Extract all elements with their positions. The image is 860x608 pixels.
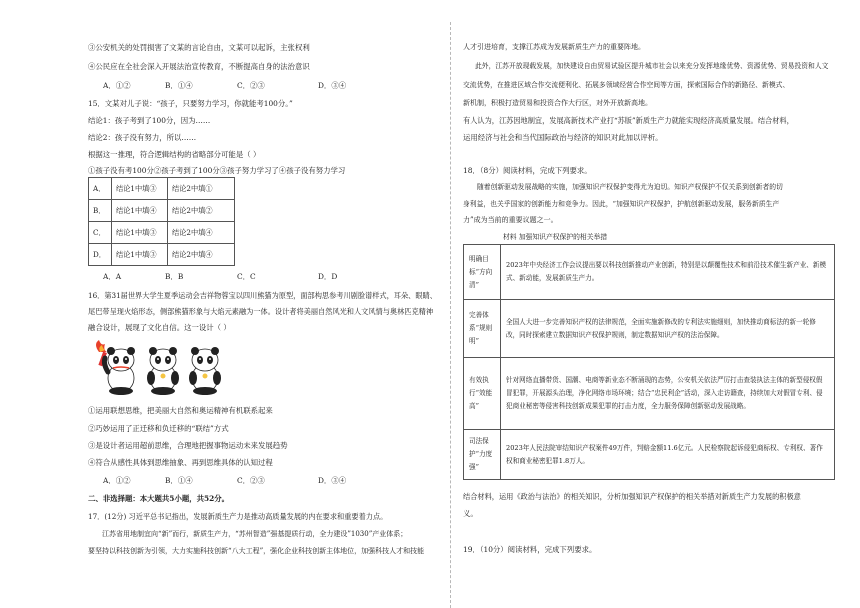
q17-material-line-5: 交流优势，在推进区域合作交流便利化、拓展多领域经营合作空间等方面，探索国际合作的新路径、新模式、 xyxy=(463,81,790,89)
q17-requirement: 运用经济与社会和当代国际政治与经济的知识对此加以评析。 xyxy=(463,133,663,142)
panda-mascot-image xyxy=(91,338,241,398)
q14-option-c: C．②③ xyxy=(237,81,265,90)
table-cell: A． xyxy=(89,178,112,200)
table-row-label: 有效执行“效能高” xyxy=(464,358,501,430)
q16-statement-4: ④符合从感性具体到思维抽象、再到思维具体的认知过程 xyxy=(88,458,273,467)
table-row xyxy=(464,430,835,480)
q16-option-c: C．②③ xyxy=(237,476,265,485)
table-cell: 结论1中填④ xyxy=(112,200,168,222)
table-cell: D． xyxy=(89,244,112,266)
table-row xyxy=(464,300,835,358)
q16-option-b: B．①④ xyxy=(165,476,193,485)
table-row xyxy=(89,244,235,266)
q17-material-line-4: 此外，江苏开放现载发展，加快建设自由贸易试验区提升城市社会以来充分发挥地缘优势、资源优势、贸易投资和人文 xyxy=(475,62,829,70)
q15-option-a: A．A xyxy=(103,272,122,281)
q14-statement-4: ④公民应在全社会深入开展法治宣传教育，不断提高自身的法治意识 xyxy=(88,62,310,71)
section-heading: 二、非选择题：本大题共5小题，共52分。 xyxy=(88,494,230,503)
column-divider xyxy=(450,22,451,608)
q16-option-d: D．③④ xyxy=(318,476,347,485)
q15-options-table xyxy=(88,177,235,266)
table-cell: 结论2中填② xyxy=(168,200,235,222)
q18-paragraph-line-3: 力”成为当前的重要议题之一。 xyxy=(463,216,558,224)
table-row-label: 司法保护“力度强” xyxy=(464,430,501,480)
q15-conclusion-1: 结论1：孩子考到了100分，因为…… xyxy=(88,116,211,125)
q18-material-table xyxy=(463,244,835,480)
q17-viewpoint: 有人认为，江苏因地制宜，发展高新技术产业打“苏版”新质生产力就能实现经济高质量发展。结合材料， xyxy=(463,116,794,125)
table-cell: C． xyxy=(89,222,112,244)
q16-statement-3: ③是设计者运用超前思维，合理地把握事物运动未来发展趋势 xyxy=(88,441,288,450)
table-row-content: 2023年人民法院审结知识产权案件49万件，判赔金额11.6亿元。人民检察院起诉侵犯商标权、专利权、著作权和商业秘密犯罪1.8万人。 xyxy=(501,430,835,480)
q15-option-b: B．B xyxy=(165,272,184,281)
table-row xyxy=(464,358,835,430)
table-row-content: 针对网络直播带货、国潮、电商等新业态不断涌现的态势，公安机关依法严厉打击查装执法主体的新型侵权假冒犯罪，开展源头治理，净化网络市场环境；结合“忠民利企”活动，深入走访籍查，持续加大对假冒专利、侵犯商业秘密等侵害科技创新成果犯罪的打击力度，全力服务保障创新驱动发展战略。 xyxy=(501,358,835,430)
q18-requirement-line-2: 义。 xyxy=(463,509,478,518)
q16-line-2: 尾巴带呈现火焰形态，侧部熊猫形象与大焰元素融为一体。设计者将美丽自然风光和人文风情与奥林匹克精神 xyxy=(88,307,434,316)
q17-material-line-2: 要坚持以科技创新为引领，大力实施科技创新“八大工程”，强化企业科技创新主体地位，加强科技人才和技能 xyxy=(88,547,425,555)
q14-option-a: A．①② xyxy=(103,81,131,90)
q15-option-d: D．D xyxy=(318,272,338,281)
table-row-content: 2023年中央经济工作会议提出要以科技创新推动产业创新，特别是以颠覆性技术和前沿技术催生新产业、新模式、新动能，发展新质生产力。 xyxy=(501,245,835,300)
q16-statement-2: ②巧妙运用了正迁移和负迁移的“联结”方式 xyxy=(88,424,229,433)
q15-option-c: C．C xyxy=(237,272,256,281)
q15-conclusion-2: 结论2：孩子没有努力，所以…… xyxy=(88,133,197,142)
q16-line-3: 融合设计，展现了文化自信。这一设计（ ） xyxy=(88,323,231,332)
table-row xyxy=(89,200,235,222)
q18-requirement-line-1: 结合材料，运用《政治与法治》的相关知识，分析加强知识产权保护的相关举措对新质生产力发展的积极意 xyxy=(463,492,801,501)
table-cell: 结论2中填① xyxy=(168,178,235,200)
q17-material-line-1: 江苏省用地制宜向“新”而行，新质生产力，“苏州智造”强基提质行动，全力建设”1030”产业体系； xyxy=(102,530,408,538)
q14-option-b: B．①④ xyxy=(165,81,193,90)
table-cell: B． xyxy=(89,200,112,222)
q15-stem: 15．文某对儿子说：“孩子，只要努力学习，你就能考100分。” xyxy=(88,99,293,108)
table-row-content: 全国人大进一步完善知识产权的法律规范，全面实施新修改的专利法实施细则，加快推动商标法的新一轮修改，同时探索建立数据知识产权保护规则，制定数据知识产权的法治保障。 xyxy=(501,300,835,358)
q17-stem: 17．(12分) 习近平总书记指出，发展新质生产力是推动高质量发展的内在要求和重要着力点。 xyxy=(88,512,388,521)
table-cell: 结论1中填③ xyxy=(112,222,168,244)
table-cell: 结论1中填③ xyxy=(112,244,168,266)
table-cell: 结论1中填③ xyxy=(112,178,168,200)
table-cell: 结论2中填④ xyxy=(168,244,235,266)
table-row xyxy=(89,178,235,200)
table-row-label: 明确目标“方向清” xyxy=(464,245,501,300)
table-row xyxy=(464,245,835,300)
q17-material-line-6: 新机制，积极打造贸易和投资合作大行区，对外开放新高地。 xyxy=(463,99,652,107)
q15-items: ①孩子没有考100分②孩子考到了100分③孩子努力学习了④孩子没有努力学习 xyxy=(88,166,346,175)
q18-material-caption: 材料 加强知识产权保护的相关举措 xyxy=(503,233,608,241)
q17-material-line-3: 人才引进培育，支撑江苏成为发展新质生产力的重要阵地。 xyxy=(463,43,645,51)
q15-question: 根据这一推理，符合逻辑结构的省略部分可能是（ ） xyxy=(88,150,261,159)
q18-heading: 18．（8分）阅读材料，完成下列要求。 xyxy=(463,166,592,175)
q16-statement-1: ①运用联想思维，把美丽大自然和奥运精神有机联系起来 xyxy=(88,406,273,415)
q14-statement-3: ③公安机关的处罚损害了文某的言论自由，文某可以起诉，主张权利 xyxy=(88,43,310,52)
q18-paragraph-line-1: 随着创新驱动发展战略的实施，加强知识产权保护变得尤为迫切。知识产权保护不仅关系到创新者的切 xyxy=(477,183,783,191)
q16-option-a: A．①② xyxy=(103,476,131,485)
q18-paragraph-line-2: 身利益，也关乎国家的创新能力和竞争力。因此，“加强知识产权保护，护航创新驱动发展，服务新质生产 xyxy=(463,200,780,208)
q19-heading: 19．（10分）阅读材料，完成下列要求。 xyxy=(463,545,597,554)
q14-option-d: D．③④ xyxy=(318,81,347,90)
table-cell: 结论2中填④ xyxy=(168,222,235,244)
table-row xyxy=(89,222,235,244)
table-row-label: 完善体系“规则明” xyxy=(464,300,501,358)
q16-line-1: 16．第31届世界大学生夏季运动会吉祥物蓉宝以四川熊猫为原型，面部构思参考川剧脸谱样式，耳朵、眼睛、 xyxy=(88,291,437,300)
